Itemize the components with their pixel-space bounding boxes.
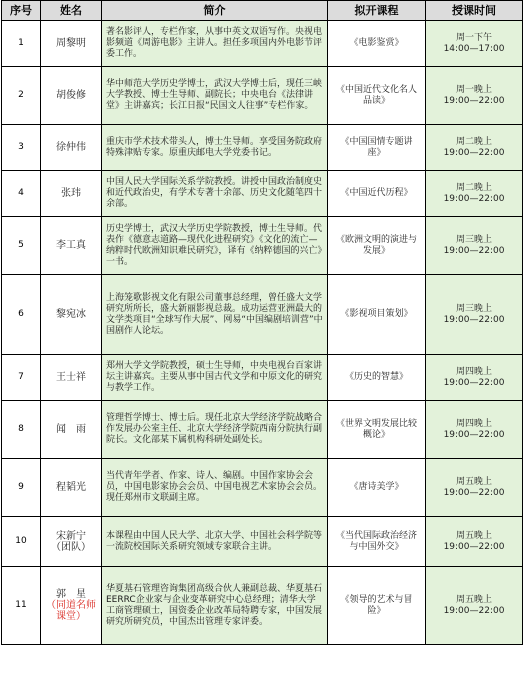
class-day: 周三晚上 xyxy=(455,303,492,314)
table-row xyxy=(2,21,523,67)
lecturer-name-cell xyxy=(41,517,102,567)
table-row xyxy=(2,517,523,567)
table-row xyxy=(2,459,523,517)
lecturer-name: 宋新宁 xyxy=(56,530,86,542)
class-day: 周一下午 xyxy=(455,32,492,43)
course-title: 《唐诗美学》 xyxy=(328,459,426,517)
class-hours: 19:00—22:00 xyxy=(443,377,505,388)
class-day: 周四晚上 xyxy=(455,366,492,377)
class-time xyxy=(426,21,523,67)
header-intro: 简介 xyxy=(102,1,328,21)
class-hours: 19:00—22:00 xyxy=(443,605,505,616)
row-number: 6 xyxy=(2,275,41,355)
header-time: 授课时间 xyxy=(426,1,523,21)
class-day: 周一晚上 xyxy=(455,84,492,95)
row-number: 5 xyxy=(2,217,41,275)
class-hours: 19:00—22:00 xyxy=(443,541,505,552)
course-title: 《中国近代历程》 xyxy=(328,171,426,217)
table-row xyxy=(2,401,523,459)
row-number: 3 xyxy=(2,125,41,171)
table-row xyxy=(2,275,523,355)
lecturer-intro: 著名影评人，专栏作家，从事中英文双语写作。央视电影频道《周游电影》主讲人。担任多项国内外电影节评委工作。 xyxy=(102,21,328,67)
lecturer-name: 李工真 xyxy=(41,217,102,275)
lecturer-name: 胡俊修 xyxy=(41,67,102,125)
class-hours: 19:00—22:00 xyxy=(443,193,505,204)
class-time xyxy=(426,125,523,171)
class-time xyxy=(426,567,523,645)
lecturer-intro: 郑州大学文学院教授，硕士生导师，中央电视台百家讲坛主讲嘉宾。主要从事中国古代文学和中原文化的研究与教学工作。 xyxy=(102,355,328,401)
course-title: 《电影鉴赏》 xyxy=(328,21,426,67)
header-course: 拟开课程 xyxy=(328,1,426,21)
table-row xyxy=(2,171,523,217)
class-time xyxy=(426,171,523,217)
course-title: 《欧洲文明的演进与发展》 xyxy=(328,217,426,275)
class-hours: 19:00—22:00 xyxy=(443,314,505,325)
class-hours: 19:00—22:00 xyxy=(443,147,505,158)
lecturer-intro: 华中师范大学历史学博士，武汉大学博士后，现任三峡大学教授、博士生导师、副院长；中央电台《法律讲堂》主讲嘉宾；长江日报“民国文人往事”专栏作家。 xyxy=(102,67,328,125)
class-day: 周五晚上 xyxy=(455,594,492,605)
lecturer-intro: 华夏基石管理咨询集团高级合伙人兼副总裁、华夏基石EERRC企业家与企业变革研究中心总经理；清华大学工商管理硕士，国资委企业改革局特聘专家，中国发展研究所研究员，中国杰出管理专家评委。 xyxy=(102,567,328,645)
lecturer-name: 黎宛冰 xyxy=(41,275,102,355)
course-schedule-table xyxy=(1,0,523,645)
row-number: 11 xyxy=(2,567,41,645)
table-row xyxy=(2,125,523,171)
row-number: 4 xyxy=(2,171,41,217)
class-day: 周五晚上 xyxy=(455,530,492,541)
class-time xyxy=(426,401,523,459)
header-number: 序号 xyxy=(2,1,41,21)
row-number: 2 xyxy=(2,67,41,125)
lecturer-intro: 中国人民大学国际关系学院教授。讲授中国政治制度史和近代政治史，有学术专著十余部、历史文化随笔四十余部。 xyxy=(102,171,328,217)
class-day: 周五晚上 xyxy=(455,476,492,487)
lecturer-name: 周黎明 xyxy=(41,21,102,67)
class-time xyxy=(426,275,523,355)
header-row xyxy=(2,1,523,21)
lecturer-name-note: （团队） xyxy=(51,541,91,553)
lecturer-intro: 上海笼歌影视文化有限公司董事总经理，曾任盛大文学研究所所长，盛大新丽影视总裁。成功运营亚洲最大的文学类项目“全球写作大展”、网易“中国编剧培训营”中国剧作人论坛。 xyxy=(102,275,328,355)
lecturer-name-note: （同道名师课堂） xyxy=(46,600,96,622)
row-number: 9 xyxy=(2,459,41,517)
class-time xyxy=(426,459,523,517)
lecturer-intro: 管理哲学博士、博士后。现任北京大学经济学院战略合作发展办公室主任、北京大学经济学院西南分院执行副院长。文化部某下属机构科研处副处长。 xyxy=(102,401,328,459)
table-row xyxy=(2,355,523,401)
course-title: 《世界文明发展比较概论》 xyxy=(328,401,426,459)
lecturer-intro: 重庆市学术技术带头人，博士生导师。享受国务院政府特殊津贴专家。原重庆邮电大学党委书记。 xyxy=(102,125,328,171)
class-time xyxy=(426,355,523,401)
class-hours: 19:00—22:00 xyxy=(443,487,505,498)
class-day: 周四晚上 xyxy=(455,418,492,429)
row-number: 8 xyxy=(2,401,41,459)
course-title: 《影视项目策划》 xyxy=(328,275,426,355)
class-hours: 19:00—22:00 xyxy=(443,429,505,440)
lecturer-name: 闻 雨 xyxy=(41,401,102,459)
lecturer-name: 张玮 xyxy=(41,171,102,217)
lecturer-name-cell xyxy=(41,567,102,645)
class-time xyxy=(426,67,523,125)
course-title: 《当代国际政治经济与中国外交》 xyxy=(328,517,426,567)
class-day: 周三晚上 xyxy=(455,234,492,245)
course-title: 《领导的艺术与冒险》 xyxy=(328,567,426,645)
row-number: 10 xyxy=(2,517,41,567)
class-hours: 19:00—22:00 xyxy=(443,95,505,106)
row-number: 1 xyxy=(2,21,41,67)
course-title: 《中国近代文化名人品读》 xyxy=(328,67,426,125)
lecturer-name: 郭 星 xyxy=(56,589,86,600)
class-time xyxy=(426,517,523,567)
lecturer-name: 程韬光 xyxy=(41,459,102,517)
course-title: 《中国国情专题讲座》 xyxy=(328,125,426,171)
lecturer-intro: 历史学博士，武汉大学历史学院教授，博士生导师。代表作《德意志道路—现代化进程研究》《文化的流亡—纳粹时代欧洲知识难民研究》，译有《纳粹德国的兴亡》一书。 xyxy=(102,217,328,275)
class-day: 周二晚上 xyxy=(455,182,492,193)
table-row xyxy=(2,67,523,125)
table-row xyxy=(2,217,523,275)
lecturer-name: 王士祥 xyxy=(41,355,102,401)
lecturer-name: 徐仲伟 xyxy=(41,125,102,171)
lecturer-intro: 本课程由中国人民大学、北京大学、中国社会科学院等一流院校国际关系研究领域专家联合主讲。 xyxy=(102,517,328,567)
class-day: 周二晚上 xyxy=(455,136,492,147)
header-name: 姓名 xyxy=(41,1,102,21)
lecturer-intro: 当代青年学者、作家、诗人、编剧。中国作家协会会员，中国电影家协会会员、中国电视艺术家协会会员。现任郑州市文联副主席。 xyxy=(102,459,328,517)
class-time xyxy=(426,217,523,275)
table-row xyxy=(2,567,523,645)
row-number: 7 xyxy=(2,355,41,401)
class-hours: 14:00—17:00 xyxy=(443,43,505,54)
course-title: 《历史的智慧》 xyxy=(328,355,426,401)
class-hours: 19:00—22:00 xyxy=(443,245,505,256)
